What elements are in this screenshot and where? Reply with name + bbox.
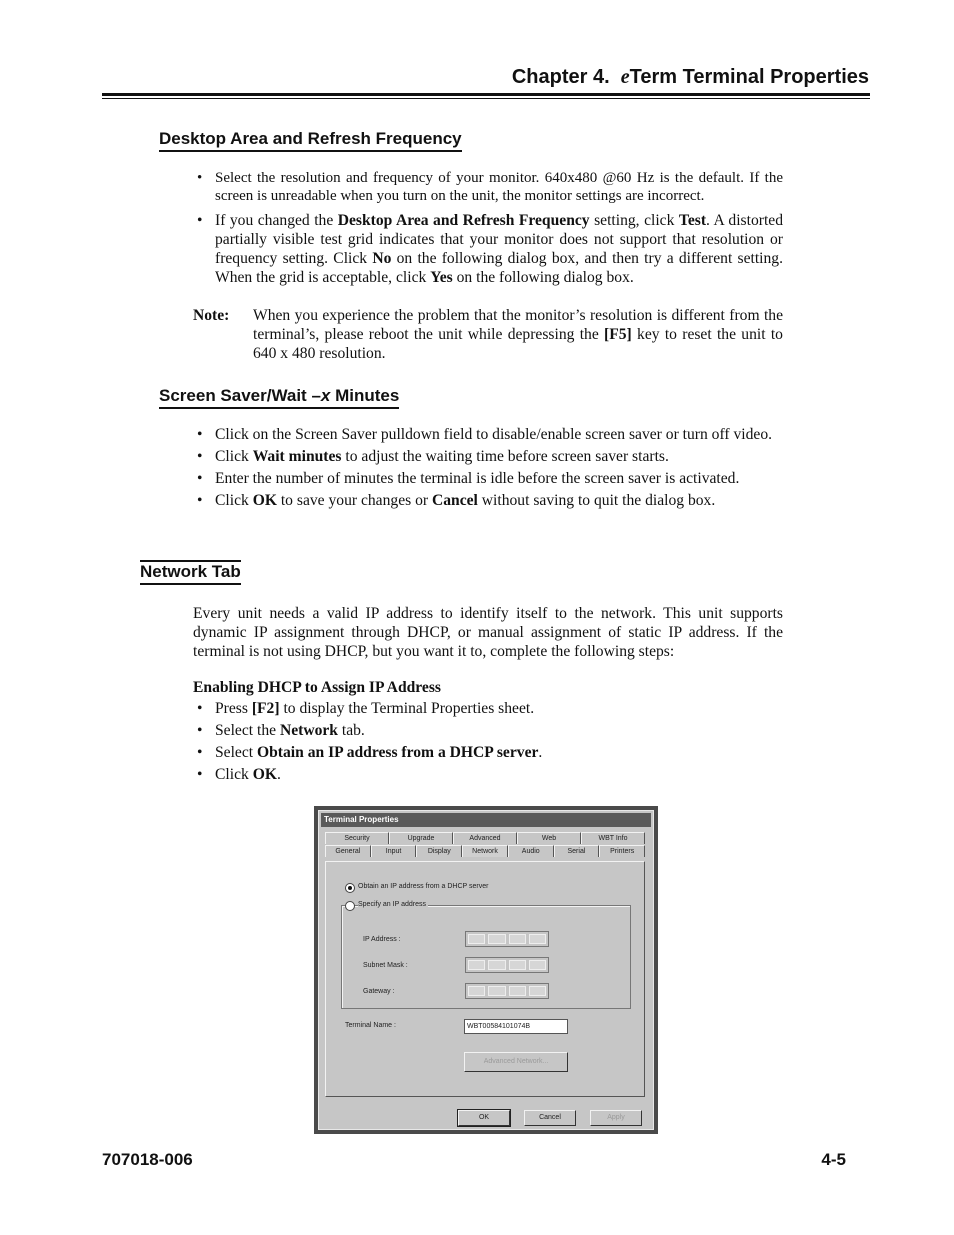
tab-general[interactable]: General — [325, 845, 371, 857]
list-item: • Press [F2] to display the Terminal Properties sheet. — [193, 699, 783, 718]
tab-input[interactable]: Input — [371, 845, 417, 857]
section-heading-desktop-area: Desktop Area and Refresh Frequency — [159, 129, 462, 152]
chapter-title: Term Terminal Properties — [629, 66, 869, 88]
list-item: • If you changed the Desktop Area and Refresh Frequency setting, click Test. A distorted partially visible test grid indicates that your monitor does not support that resolution or frequency setting. Click No on the following dialog box, and then try a different setting. When the grid is acceptable, click Yes on the following dialog box. — [193, 211, 783, 287]
cancel-button[interactable]: Cancel — [524, 1110, 576, 1126]
gateway-field[interactable] — [465, 983, 549, 999]
section-heading-network-tab: Network Tab — [140, 560, 241, 585]
note-label: Note: — [193, 307, 230, 324]
dialog-title-bar: Terminal Properties — [321, 813, 651, 827]
terminal-name-input[interactable]: WBT00584101074B — [464, 1019, 568, 1034]
tab-display[interactable]: Display — [416, 845, 462, 857]
dhcp-subheading: Enabling DHCP to Assign IP Address — [193, 679, 441, 696]
network-paragraph: Every unit needs a valid IP address to identify itself to the network. This unit supports dynamic IP assignment through DHCP, or manual assignment of static IP address. If the terminal is not using DHCP, but you want it to, complete the following steps: — [193, 605, 783, 660]
ip-address-field[interactable] — [465, 931, 549, 947]
list-item: • Select the resolution and frequency of your monitor. 640x480 @60 Hz is the default. If the screen is unreadable when you turn on the unit, the monitor settings are incorrect. — [193, 169, 783, 205]
header-rule-thick — [102, 93, 870, 96]
tab-row-top — [325, 832, 645, 844]
ip-address-label: IP Address : — [363, 936, 401, 943]
chapter-title-e: e — [620, 66, 630, 88]
tab-printers[interactable]: Printers — [599, 845, 645, 857]
chapter-header — [100, 66, 869, 89]
advanced-network-button[interactable]: Advanced Network... — [464, 1052, 568, 1072]
list-item: • Enter the number of minutes the terminal is idle before the screen saver is activated. — [193, 469, 783, 488]
tab-security[interactable]: Security — [325, 832, 389, 844]
dialog-window — [318, 810, 654, 1130]
note-text: When you experience the problem that the monitor’s resolution is different from the terminal’s, please reboot the unit while depressing the [F5] key to reset the unit to 640 x 480 resolution. — [253, 307, 783, 362]
subnet-mask-field[interactable] — [465, 957, 549, 973]
tab-wbt-info[interactable]: WBT Info — [581, 832, 645, 844]
apply-button[interactable]: Apply — [590, 1110, 642, 1126]
tab-advanced[interactable]: Advanced — [453, 832, 517, 844]
tab-upgrade[interactable]: Upgrade — [389, 832, 453, 844]
list-item: • Click on the Screen Saver pulldown field to disable/enable screen saver or turn off video. — [193, 425, 783, 444]
dhcp-steps — [193, 699, 783, 787]
dhcp-radio-label: Obtain an IP address from a DHCP server — [358, 883, 489, 890]
tab-row-bottom — [325, 845, 645, 857]
list-item: • Click OK. — [193, 765, 783, 784]
chapter-number: Chapter 4. — [511, 66, 610, 88]
terminal-properties-dialog-screenshot — [314, 806, 658, 1134]
tab-audio[interactable]: Audio — [508, 845, 554, 857]
terminal-name-label: Terminal Name : — [345, 1022, 396, 1029]
doc-number: 707018-006 — [102, 1150, 193, 1169]
dhcp-radio-button[interactable] — [345, 883, 355, 893]
list-item: • Select the Network tab. — [193, 721, 783, 740]
list-item: • Click OK to save your changes or Cancel without saving to quit the dialog box. — [193, 491, 783, 510]
gateway-label: Gateway : — [363, 988, 395, 995]
list-item: • Click Wait minutes to adjust the waiting time before screen saver starts. — [193, 447, 783, 466]
section-heading-screen-saver: Screen Saver/Wait –x Minutes — [159, 386, 399, 409]
tab-serial[interactable]: Serial — [554, 845, 600, 857]
tab-web[interactable]: Web — [517, 832, 581, 844]
list-item: • Select Obtain an IP address from a DHCP server. — [193, 743, 783, 762]
subnet-mask-label: Subnet Mask : — [363, 962, 408, 969]
page-number: 4-5 — [821, 1150, 846, 1169]
specify-ip-radio-button[interactable] — [345, 901, 355, 911]
ok-button[interactable]: OK — [458, 1110, 510, 1126]
header-rule-thin — [102, 98, 870, 99]
screen-saver-bullets — [193, 425, 783, 513]
desktop-area-bullets — [193, 169, 783, 290]
tab-network[interactable]: Network — [462, 845, 508, 857]
specify-ip-radio-label: Specify an IP address — [358, 901, 426, 908]
